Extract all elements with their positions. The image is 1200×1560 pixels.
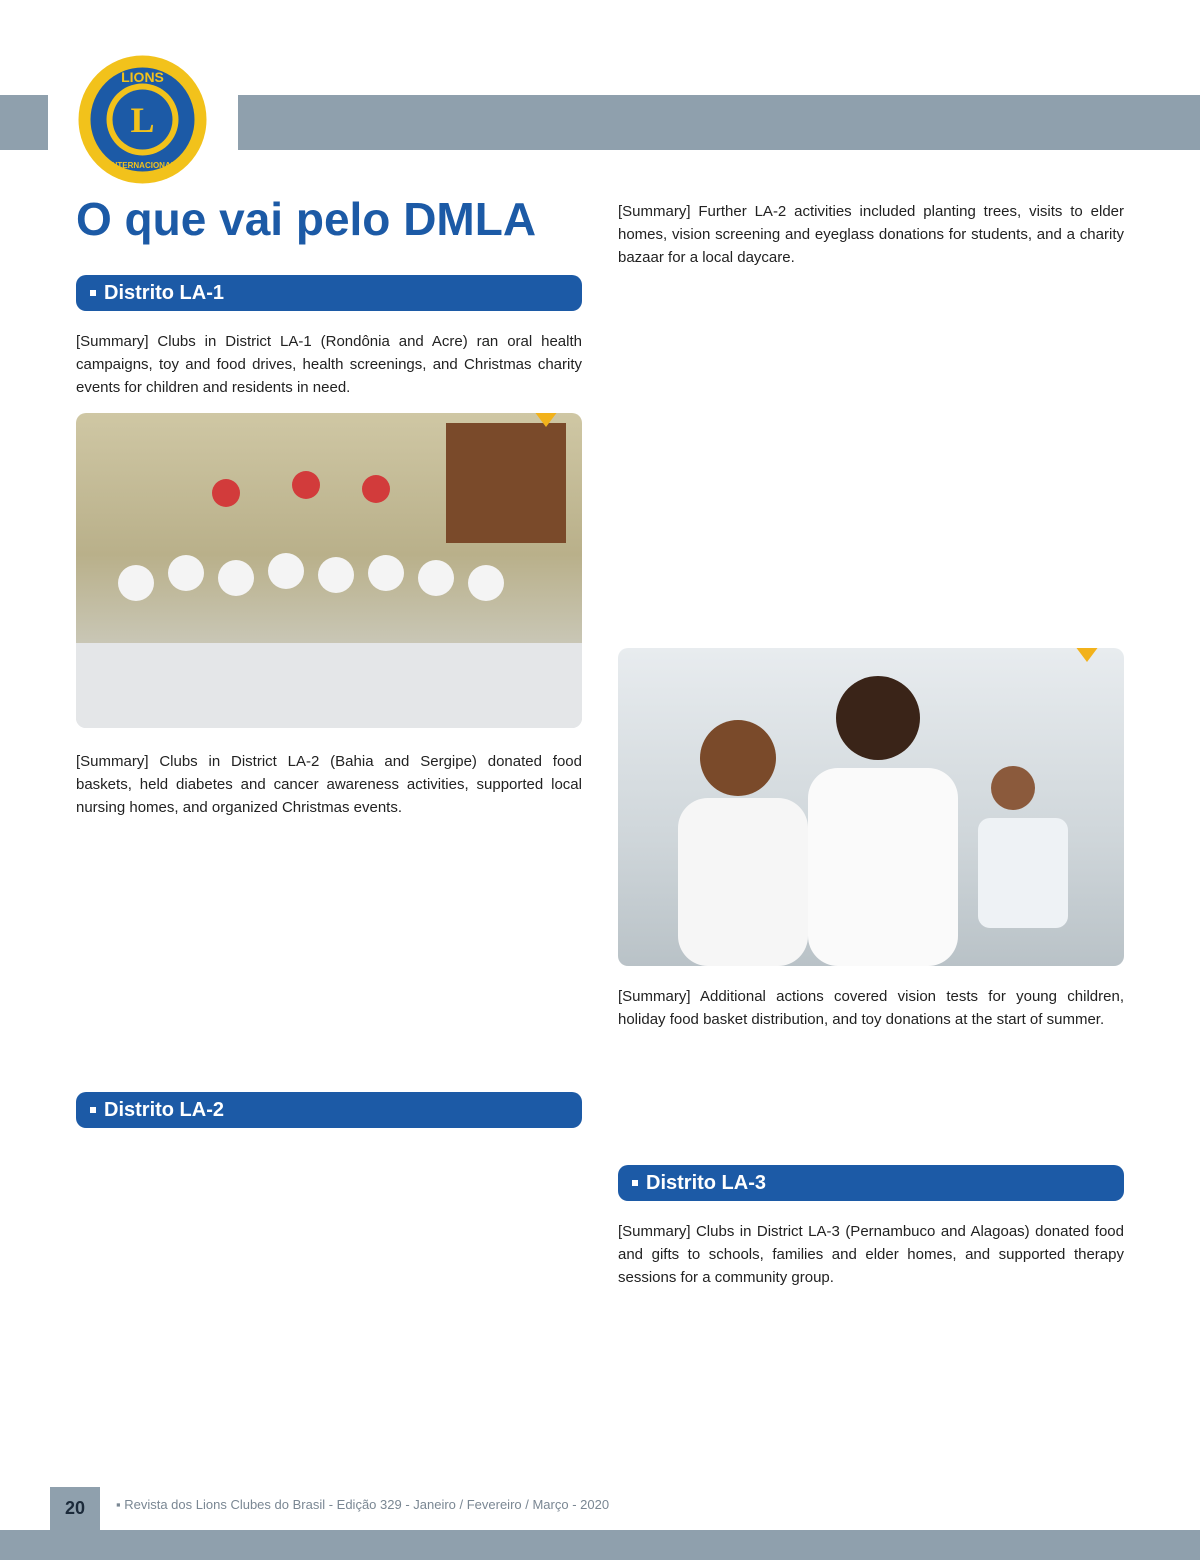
header-bar-right [238, 95, 1200, 150]
photo-illustration [618, 648, 1124, 966]
photo-children-christmas [76, 413, 582, 728]
bullet-icon [90, 1107, 96, 1113]
summary-la2-column2: [Summary] Further LA-2 activities included planting trees, visits to elder homes, vision screening and eyeglass donations for students, and a charity bazaar for a local daycare. [618, 203, 1124, 266]
section-label: Distrito LA-2 [104, 1098, 224, 1121]
marker-icon [1075, 648, 1099, 662]
section-label: Distrito LA-1 [104, 281, 224, 304]
summary-la3: [Summary] Clubs in District LA-3 (Pernambuco and Alagoas) donated food and gifts to schools, families and elder homes, and supported therapy sessions for a community group. [618, 1223, 1124, 1286]
bullet-icon [632, 1180, 638, 1186]
bullet-icon [90, 290, 96, 296]
section-header-la2 [76, 1092, 582, 1128]
summary-la1: [Summary] Clubs in District LA-1 (Rondônia and Acre) ran oral health campaigns, toy and food drives, health screenings, and Christmas charity events for children and residents in need. [76, 333, 582, 396]
logo-text-bottom: INTERNACIONAL [109, 161, 176, 170]
header-bar-left [0, 95, 48, 150]
summary-la1-continued: [Summary] Clubs in District LA-2 (Bahia and Sergipe) donated food baskets, held diabetes and cancer awareness activities, supported local nursing homes, and organized Christmas events. [76, 753, 582, 816]
marker-icon [534, 413, 558, 427]
logo-text-top: LIONS [121, 69, 164, 85]
section-header-la3 [618, 1165, 1124, 1201]
page-number: 20 [50, 1487, 100, 1530]
footer-publication: ▪ Revista dos Lions Clubes do Brasil - Edição 329 - Janeiro / Fevereiro / Março - 2020 [116, 1497, 610, 1512]
photo-illustration [76, 413, 582, 728]
footer-bar [0, 1530, 1200, 1560]
section-header-la1 [76, 275, 582, 311]
section-label: Distrito LA-3 [646, 1171, 766, 1194]
page-title: O que vai pelo DMLA [76, 193, 537, 245]
summary-la2-column2-continued: [Summary] Additional actions covered vision tests for young children, holiday food basket distribution, and toy donations at the start of summer. [618, 988, 1124, 1028]
photo-women-event [618, 648, 1124, 966]
lions-logo [75, 52, 210, 187]
logo-letter: L [130, 100, 155, 140]
